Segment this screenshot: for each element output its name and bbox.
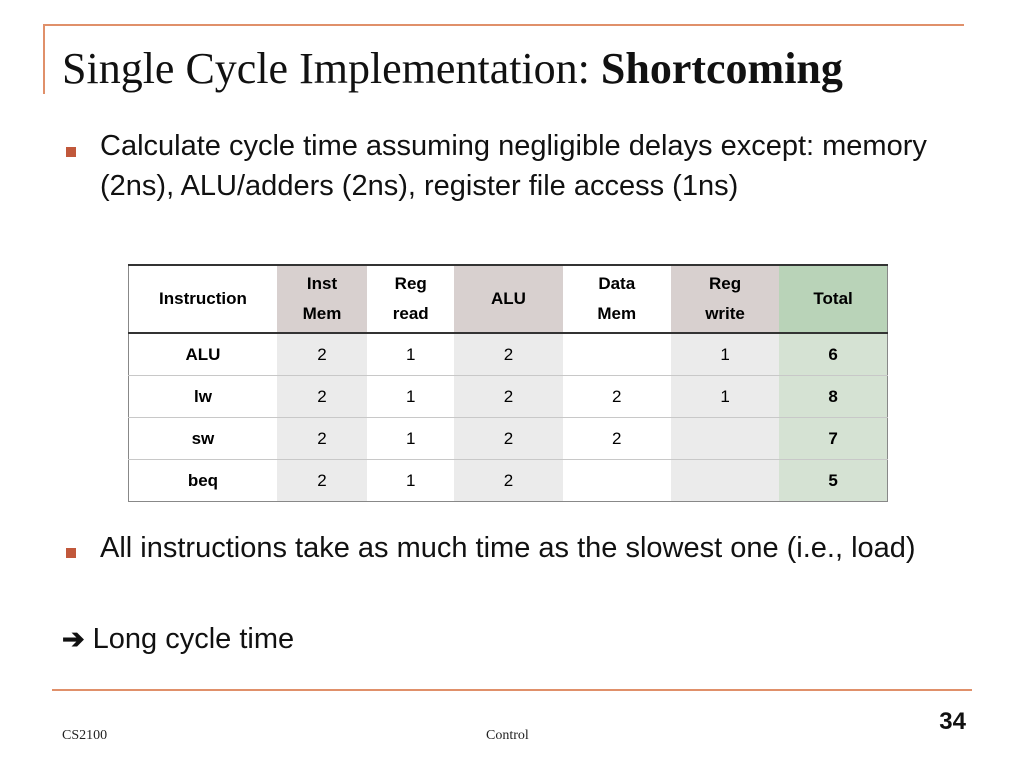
cell-total: 8 — [779, 376, 887, 418]
cell-instruction: beq — [129, 460, 277, 502]
title-frame-left-line — [43, 24, 45, 94]
cell-reg-write — [671, 418, 779, 460]
cell-inst-mem: 2 — [277, 333, 367, 376]
table-header-row — [129, 265, 888, 333]
cell-reg-write — [671, 460, 779, 502]
title-frame-top-line — [44, 24, 964, 26]
cell-reg-read: 1 — [367, 418, 454, 460]
bullet-square-icon — [66, 147, 76, 157]
header-reg-read: Reg read — [367, 265, 454, 333]
table-row — [129, 418, 888, 460]
cell-instruction: sw — [129, 418, 277, 460]
table-row — [129, 333, 888, 376]
page-number: 34 — [939, 708, 966, 735]
header-inst-mem: Inst Mem — [277, 265, 367, 333]
conclusion-line — [62, 619, 294, 659]
cell-reg-read: 1 — [367, 333, 454, 376]
cell-inst-mem: 2 — [277, 418, 367, 460]
cell-alu: 2 — [454, 376, 562, 418]
bullet-text-2: All instructions take as much time as the slowest one (i.e., load) — [100, 532, 916, 564]
cell-reg-write: 1 — [671, 376, 779, 418]
slide-title-bold: Shortcoming — [600, 44, 843, 93]
table-row — [129, 376, 888, 418]
footer-course: CS2100 — [62, 728, 108, 743]
footer-topic: Control — [486, 728, 529, 743]
cell-alu: 2 — [454, 460, 562, 502]
cell-inst-mem: 2 — [277, 376, 367, 418]
cell-alu: 2 — [454, 418, 562, 460]
footer-divider — [52, 689, 972, 691]
cycle-time-table — [128, 264, 888, 502]
cell-reg-write: 1 — [671, 333, 779, 376]
bullet-text-1: Calculate cycle time assuming negligible delays except: memory (2ns), ALU/adders (2ns), register file access (1ns) — [100, 130, 927, 202]
header-data-mem: Data Mem — [563, 265, 671, 333]
header-reg-write: Reg write — [671, 265, 779, 333]
cell-reg-read: 1 — [367, 460, 454, 502]
cell-data-mem: 2 — [563, 376, 671, 418]
slide-title — [62, 40, 1002, 98]
cell-total: 6 — [779, 333, 887, 376]
right-arrow-icon: ➔ — [62, 624, 85, 654]
cell-alu: 2 — [454, 333, 562, 376]
cell-total: 5 — [779, 460, 887, 502]
cell-data-mem — [563, 333, 671, 376]
cell-data-mem: 2 — [563, 418, 671, 460]
cell-instruction: ALU — [129, 333, 277, 376]
header-instruction: Instruction — [129, 265, 277, 333]
header-alu: ALU — [454, 265, 562, 333]
cell-inst-mem: 2 — [277, 460, 367, 502]
bullet-square-icon — [66, 548, 76, 558]
cell-total: 7 — [779, 418, 887, 460]
table-row — [129, 460, 888, 502]
header-total: Total — [779, 265, 887, 333]
slide-title-normal: Single Cycle Implementation: — [62, 44, 601, 93]
cell-instruction: lw — [129, 376, 277, 418]
cell-data-mem — [563, 460, 671, 502]
conclusion-text: Long cycle time — [92, 623, 295, 655]
cell-reg-read: 1 — [367, 376, 454, 418]
